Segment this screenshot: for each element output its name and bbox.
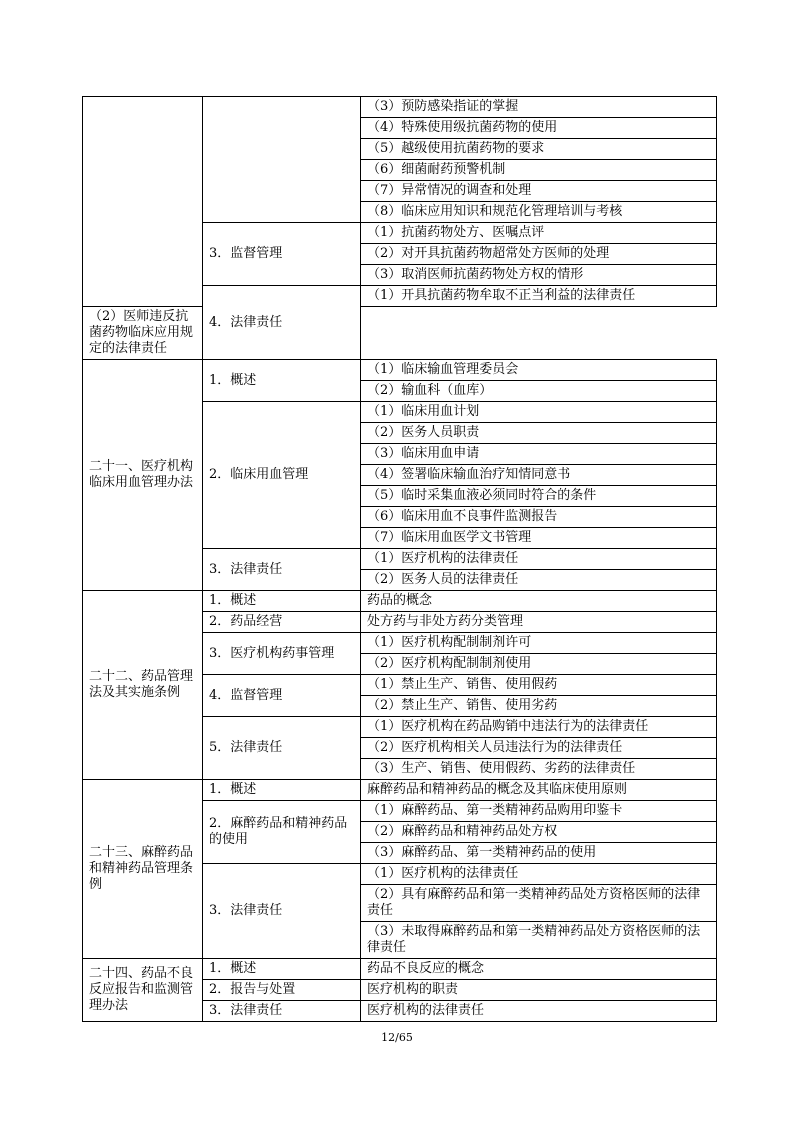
unit-cell: 3．法律责任 [203,864,361,959]
syllabus-table-body [83,97,717,1022]
element-cell: （1）医疗机构的法律责任 [361,864,717,885]
unit-cell: 3．医疗机构药事管理 [203,633,361,675]
unit-cell: 3．监督管理 [203,223,361,286]
section-title-cell: 二十二、药品管理法及其实施条例 [83,591,203,780]
element-cell: （1）医疗机构配制制剂许可 [361,633,717,654]
element-cell: （2）禁止生产、销售、使用劣药 [361,696,717,717]
element-cell: （7）临床用血医学文书管理 [361,528,717,549]
element-cell: （1）医疗机构的法律责任 [361,549,717,570]
unit-cell: 1．概述 [203,959,361,980]
unit-cell: 1．概述 [203,360,361,402]
element-cell: （2）医务人员职责 [361,423,717,444]
element-cell: （3）麻醉药品、第一类精神药品的使用 [361,843,717,864]
element-cell: （8）临床应用知识和规范化管理培训与考核 [361,202,717,223]
element-cell: （1）临床用血计划 [361,402,717,423]
element-cell: （7）异常情况的调查和处理 [361,181,717,202]
table-row [83,97,717,118]
table-row [83,360,717,381]
section-title-cell: 二十四、药品不良反应报告和监测管理办法 [83,959,203,1022]
element-cell: （2）对开具抗菌药物超常处方医师的处理 [361,244,717,265]
element-cell: （5）临时采集血液必须同时符合的条件 [361,486,717,507]
section-title-cell [83,97,203,307]
element-cell: （3）取消医师抗菌药物处方权的情形 [361,265,717,286]
unit-cell: 3．法律责任 [203,549,361,591]
unit-cell: 4．监督管理 [203,675,361,717]
unit-cell [203,97,361,223]
element-cell: （3）临床用血申请 [361,444,717,465]
page-number: 12/65 [381,1031,413,1044]
table-row [83,307,717,360]
syllabus-table [82,96,717,1022]
element-cell: 处方药与非处方药分类管理 [361,612,717,633]
element-cell: （1）医疗机构在药品购销中违法行为的法律责任 [361,717,717,738]
element-cell: （2）输血科（血库） [361,381,717,402]
element-cell: （1）抗菌药物处方、医嘱点评 [361,223,717,244]
element-cell: （2）麻醉药品和精神药品处方权 [361,822,717,843]
element-cell: （4）签署临床输血治疗知情同意书 [361,465,717,486]
element-cell: （3）生产、销售、使用假药、劣药的法律责任 [361,759,717,780]
table-row [83,959,717,980]
unit-cell: 2．药品经营 [203,612,361,633]
element-cell: （6）细菌耐药预警机制 [361,160,717,181]
element-cell: （1）开具抗菌药物牟取不正当利益的法律责任 [361,286,717,307]
unit-cell: 1．概述 [203,591,361,612]
element-cell: 药品不良反应的概念 [361,959,717,980]
unit-cell: 3．法律责任 [203,1001,361,1022]
element-cell: （3）未取得麻醉药品和第一类精神药品处方资格医师的法律责任 [361,922,717,959]
section-title-cell: 二十三、麻醉药品和精神药品管理条例 [83,780,203,959]
element-cell: （5）越级使用抗菌药物的要求 [361,139,717,160]
section-title-cell: 二十一、医疗机构临床用血管理办法 [83,360,203,591]
element-cell: （1）禁止生产、销售、使用假药 [361,675,717,696]
element-cell: （6）临床用血不良事件监测报告 [361,507,717,528]
unit-cell: 2．临床用血管理 [203,402,361,549]
element-cell: 医疗机构的法律责任 [361,1001,717,1022]
unit-cell: 2．报告与处置 [203,980,361,1001]
table-row [83,591,717,612]
element-cell: （4）特殊使用级抗菌药物的使用 [361,118,717,139]
table-row [83,780,717,801]
element-cell: （2）医务人员的法律责任 [361,570,717,591]
element-cell: 医疗机构的职责 [361,980,717,1001]
unit-cell: 5．法律责任 [203,717,361,780]
element-cell: 麻醉药品和精神药品的概念及其临床使用原则 [361,780,717,801]
element-cell: （2）医师违反抗菌药物临床应用规定的法律责任 [83,307,203,360]
element-cell: （2）具有麻醉药品和第一类精神药品处方资格医师的法律责任 [361,885,717,922]
element-cell: （1）临床输血管理委员会 [361,360,717,381]
element-cell: （1）麻醉药品、第一类精神药品购用印鉴卡 [361,801,717,822]
unit-cell: 1．概述 [203,780,361,801]
element-cell: （3）预防感染指证的掌握 [361,97,717,118]
unit-cell: 4．法律责任 [203,286,361,360]
element-cell: 药品的概念 [361,591,717,612]
unit-cell: 2．麻醉药品和精神药品的使用 [203,801,361,864]
element-cell: （2）医疗机构相关人员违法行为的法律责任 [361,738,717,759]
element-cell: （2）医疗机构配制制剂使用 [361,654,717,675]
